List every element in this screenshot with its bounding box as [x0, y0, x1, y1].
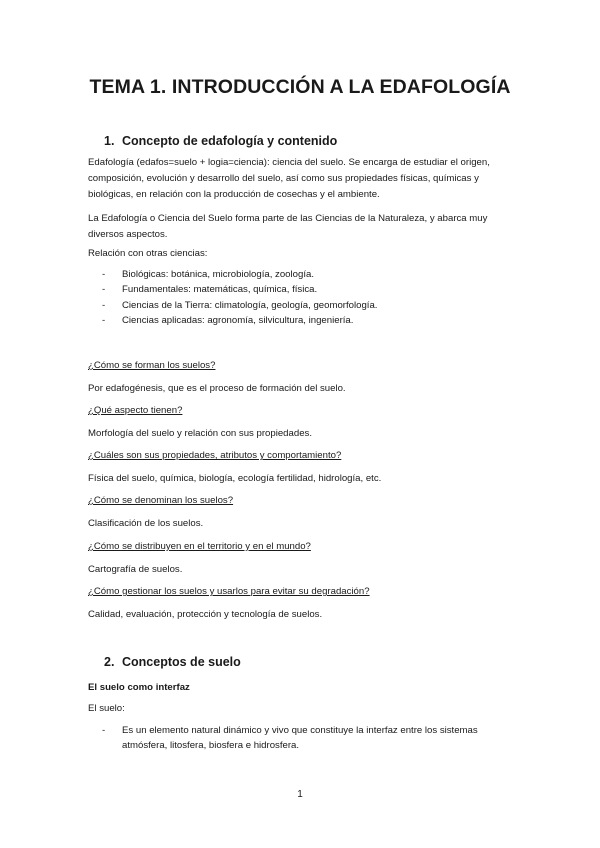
- paragraph-relation-intro: Relación con otras ciencias:: [88, 248, 208, 259]
- list-item-text: Fundamentales: matemáticas, química, física.: [122, 284, 318, 296]
- list-item: [88, 282, 377, 297]
- dash-bullet: -: [102, 269, 106, 280]
- list-item: [88, 267, 377, 282]
- list-item: [88, 298, 377, 313]
- section-number: 1.: [104, 134, 115, 148]
- answer-text: Clasificación de los suelos.: [88, 518, 204, 529]
- dash-bullet: -: [102, 299, 106, 311]
- answer-text: Cartografía de suelos.: [88, 564, 183, 575]
- answer-text: Calidad, evaluación, protección y tecnología de suelos.: [88, 609, 323, 620]
- section-heading-2: [104, 655, 241, 669]
- question-heading: ¿Cuáles son sus propiedades, atributos y comportamiento?: [88, 450, 342, 461]
- paragraph-intro: El suelo:: [88, 703, 125, 714]
- question-heading: ¿Cómo gestionar los suelos y usarlos para evitar su degradación?: [88, 586, 370, 597]
- answer-text: Morfología del suelo y relación con sus propiedades.: [88, 428, 312, 439]
- paragraph-nature-sciences: La Edafología o Ciencia del Suelo forma parte de las Ciencias de la Naturaleza, y abarca muy diversos aspectos.: [88, 213, 488, 240]
- page-title: TEMA 1. INTRODUCCIÓN A LA EDAFOLOGÍA: [89, 76, 511, 98]
- page-number: 1: [297, 789, 303, 800]
- question-heading: ¿Qué aspecto tienen?: [88, 405, 183, 416]
- list-item: [88, 723, 502, 754]
- dash-bullet: -: [102, 725, 106, 736]
- paragraph-definition: Edafología (edafos=suelo + logia=ciencia): ciencia del suelo. Se encarga de estudiar el origen, composición, evolución y desarrollo del suelo, así como sus propiedades físicas, químicas y biológicas, en relación con la producción de cosechas y el ambiente.: [88, 157, 490, 200]
- list-item-text: Biológicas: botánica, microbiología, zoología.: [122, 269, 314, 280]
- section-heading-text: Conceptos de suelo: [122, 655, 241, 669]
- question-heading: ¿Cómo se forman los suelos?: [88, 360, 216, 371]
- section-heading-text: Concepto de edafología y contenido: [122, 134, 338, 148]
- subheading: El suelo como interfaz: [88, 682, 190, 693]
- relations-list: [88, 267, 377, 329]
- section-number: 2.: [104, 655, 115, 669]
- section-heading-1: [104, 134, 337, 148]
- soil-list: [88, 723, 502, 754]
- list-item-text: Es un elemento natural dinámico y vivo que constituye la interfaz entre los sistemas atmósfera, litosfera, biosfera e hidrosfera.: [122, 725, 478, 752]
- answer-text: Por edafogénesis, que es el proceso de formación del suelo.: [88, 383, 346, 394]
- answer-text: Física del suelo, química, biología, ecología fertilidad, hidrología, etc.: [88, 473, 382, 484]
- list-item: [88, 313, 377, 328]
- dash-bullet: -: [102, 315, 106, 327]
- question-heading: ¿Cómo se denominan los suelos?: [88, 495, 234, 506]
- question-heading: ¿Cómo se distribuyen en el territorio y en el mundo?: [88, 541, 311, 552]
- list-item-text: Ciencias de la Tierra: climatología, geología, geomorfología.: [122, 299, 378, 311]
- list-item-text: Ciencias aplicadas: agronomía, silvicultura, ingeniería.: [122, 315, 354, 327]
- dash-bullet: -: [102, 284, 106, 296]
